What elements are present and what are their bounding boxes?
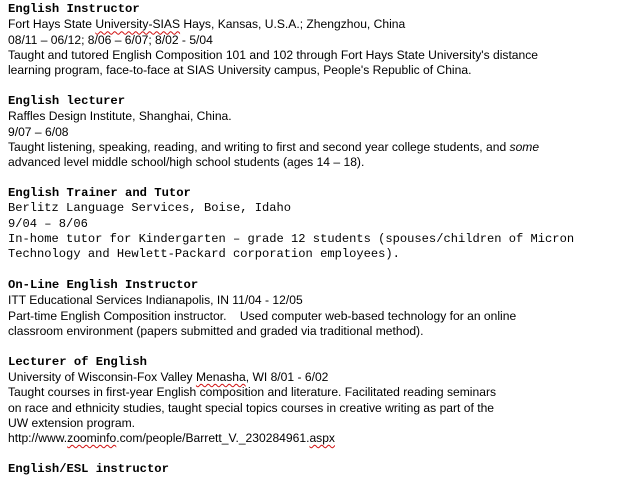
job-description-line: classroom environment (papers submitted and graded via traditional method). — [8, 323, 424, 338]
spacer — [8, 170, 635, 186]
org-text: Fort Hays State — [8, 17, 96, 32]
job-dates: 9/04 – 8/06 — [8, 216, 88, 231]
job-description-line: In-home tutor for Kindergarten – grade 12 students (spouses/children of Micron — [8, 231, 575, 246]
desc-text: Taught listening, speaking, reading, and writing to first and second year college students, and — [8, 139, 510, 154]
job-entry-lecturer-of-english — [8, 355, 635, 447]
profile-url-link[interactable] — [8, 431, 635, 446]
job-title: Lecturer of English — [8, 354, 147, 369]
job-entry-esl-instructor — [8, 462, 635, 477]
job-entry-english-lecturer — [8, 94, 635, 170]
job-description-line: UW extension program. — [8, 415, 136, 430]
spacer — [8, 446, 635, 462]
resume-document — [8, 2, 635, 477]
spellcheck-word: aspx — [309, 431, 335, 446]
org-text: Hays, Kansas, U.S.A.; Zhengzhou, China — [180, 17, 406, 32]
job-organization: Berlitz Language Services, Boise, Idaho — [8, 201, 292, 216]
job-description-line: Part-time English Composition instructor. Used computer web-based technology for an online — [8, 308, 517, 323]
org-text: , WI 8/01 - 6/02 — [245, 369, 329, 384]
job-title: On-Line English Instructor — [8, 277, 199, 292]
desc-emphasis: some — [509, 139, 540, 154]
job-entry-online-instructor — [8, 278, 635, 339]
url-text: http://www. — [8, 431, 68, 446]
spacer — [8, 262, 635, 278]
job-description-line: Taught courses in first-year English composition and literature. Facilitated reading seminars — [8, 385, 497, 400]
org-text: University of Wisconsin-Fox Valley — [8, 369, 196, 384]
job-entry-english-instructor — [8, 2, 635, 78]
spacer — [8, 78, 635, 94]
job-organization — [8, 370, 635, 385]
job-description-line — [8, 140, 635, 155]
job-description-line: Taught and tutored English Composition 101 and 102 through Fort Hays State University's distance — [8, 47, 539, 62]
job-description-line: learning program, face-to-face at SIAS University campus, People's Republic of China. — [8, 63, 472, 78]
spellcheck-word: University-SIAS — [95, 17, 181, 32]
job-title: English/ESL instructor — [8, 461, 169, 476]
job-organization: ITT Educational Services Indianapolis, IN 11/04 - 12/05 — [8, 293, 303, 308]
spellcheck-word: Menasha — [195, 369, 246, 384]
job-entry-trainer-tutor — [8, 186, 635, 262]
url-text: .com/people/Barrett_V._230284961. — [116, 431, 310, 446]
job-description-line: Technology and Hewlett-Packard corporation employees). — [8, 247, 400, 262]
job-description-line: on race and ethnicity studies, taught special topics courses in creative writing as part of the — [8, 400, 495, 415]
job-dates: 08/11 – 06/12; 8/06 – 6/07; 8/02 - 5/04 — [8, 32, 213, 47]
job-organization: Raffles Design Institute, Shanghai, China. — [8, 109, 232, 124]
spellcheck-word: zoominfo — [67, 431, 117, 446]
job-title: English Instructor — [8, 2, 140, 16]
job-dates: 9/07 – 6/08 — [8, 124, 69, 139]
spacer — [8, 339, 635, 355]
job-title: English lecturer — [8, 93, 126, 108]
job-title: English Trainer and Tutor — [8, 185, 191, 200]
job-description-line: advanced level middle school/high school students (ages 14 – 18). — [8, 155, 365, 170]
job-organization — [8, 17, 635, 32]
